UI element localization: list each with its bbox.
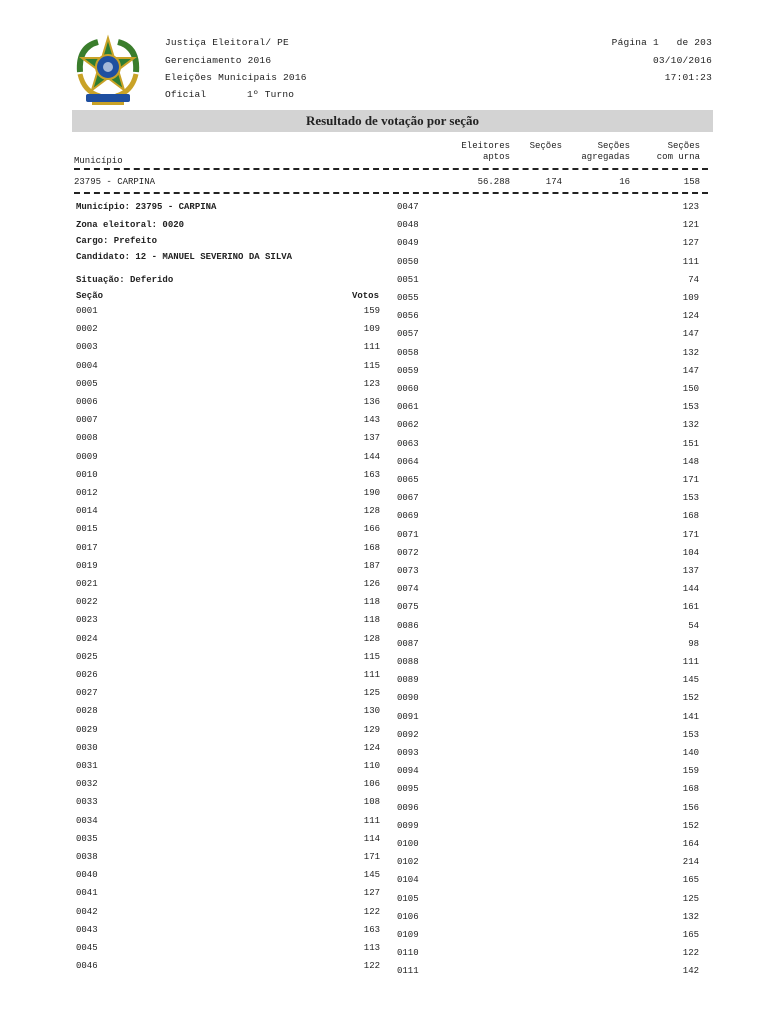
table-row [397, 511, 699, 525]
table-row [76, 706, 380, 720]
summary-municipio: 23795 - CARPINA [74, 177, 156, 187]
section-code: 0091 [397, 711, 419, 722]
section-code: 0092 [397, 729, 419, 740]
section-code: 0006 [76, 397, 98, 407]
vote-count: 153 [682, 729, 699, 740]
table-row [397, 475, 699, 489]
vote-count: 144 [363, 451, 380, 462]
table-row [76, 834, 380, 848]
table-row [76, 506, 380, 520]
section-code: 0055 [397, 293, 419, 303]
section-code: 0109 [397, 930, 419, 940]
table-row [397, 930, 699, 944]
vote-count: 132 [682, 347, 699, 358]
table-row [76, 488, 380, 502]
vote-count: 118 [363, 615, 380, 626]
section-code: 0074 [397, 584, 419, 595]
vote-count: 163 [363, 924, 380, 935]
table-row [397, 311, 699, 325]
vote-count: 136 [363, 397, 380, 407]
section-code: 0041 [76, 888, 98, 899]
table-row [76, 652, 380, 666]
table-row [76, 888, 380, 902]
section-code: 0111 [397, 966, 419, 977]
divider [74, 192, 708, 194]
vote-count: 132 [682, 911, 699, 922]
table-row [76, 597, 380, 611]
section-code: 0038 [76, 852, 98, 862]
section-code: 0035 [76, 833, 98, 844]
vote-count: 143 [363, 415, 380, 426]
table-row [76, 943, 380, 957]
table-row [76, 852, 380, 866]
table-row [76, 433, 380, 447]
table-row [76, 306, 380, 320]
vote-count: 108 [363, 797, 380, 808]
vote-count: 124 [682, 311, 699, 322]
right-table [397, 202, 699, 992]
section-code: 0050 [397, 256, 419, 267]
title-bar [72, 110, 713, 132]
vote-count: 147 [682, 329, 699, 340]
section-code: 0001 [76, 306, 98, 316]
page-number: Página 1 de 203 [611, 37, 712, 48]
table-row [397, 384, 699, 398]
section-code: 0043 [76, 924, 98, 935]
table-row [397, 657, 699, 671]
vote-count: 187 [363, 560, 380, 571]
vote-count: 132 [682, 420, 699, 431]
section-code: 0032 [76, 779, 98, 790]
table-row [397, 966, 699, 980]
table-row [397, 839, 699, 853]
vote-count: 111 [363, 670, 380, 680]
section-code: 0065 [397, 475, 419, 485]
table-row [397, 803, 699, 817]
section-code: 0008 [76, 433, 98, 444]
col-votos-header: Votos [351, 291, 379, 301]
section-code: 0048 [397, 220, 419, 231]
vote-count: 127 [682, 238, 699, 249]
table-row [397, 530, 699, 544]
table-row [397, 329, 699, 343]
left-table [76, 306, 380, 986]
section-code: 0002 [76, 324, 98, 335]
section-code: 0088 [397, 657, 419, 667]
summary-secoes: 174 [545, 177, 562, 187]
vote-count: 159 [682, 766, 699, 777]
col-agregadas [568, 141, 630, 163]
vote-count: 140 [682, 748, 699, 758]
summary-com-urna: 158 [683, 177, 700, 187]
vote-count: 118 [363, 597, 380, 608]
section-code: 0062 [397, 420, 419, 431]
table-row [76, 688, 380, 702]
section-code: 0019 [76, 560, 98, 571]
table-row [76, 579, 380, 593]
table-row [76, 797, 380, 811]
header-line-1: Justiça Eleitoral/ PE [165, 37, 289, 48]
section-code: 0045 [76, 943, 98, 953]
table-row [397, 894, 699, 908]
vote-count: 171 [682, 475, 699, 485]
table-row [397, 748, 699, 762]
section-code: 0003 [76, 342, 98, 353]
col-secoes: Seções [529, 141, 562, 151]
section-code: 0029 [76, 724, 98, 735]
section-code: 0094 [397, 766, 419, 777]
section-code: 0015 [76, 524, 98, 535]
table-row [397, 493, 699, 507]
section-code: 0047 [397, 202, 419, 212]
section-code: 0025 [76, 651, 98, 662]
vote-count: 137 [363, 433, 380, 444]
table-row [397, 675, 699, 689]
vote-count: 171 [682, 529, 699, 540]
vote-count: 111 [363, 342, 380, 353]
col-agregadas-1: Seções [597, 141, 630, 151]
section-code: 0100 [397, 839, 419, 849]
vote-count: 163 [363, 469, 380, 480]
section-code: 0010 [76, 469, 98, 480]
vote-count: 113 [363, 943, 380, 953]
vote-count: 111 [682, 657, 699, 667]
vote-count: 111 [363, 815, 380, 826]
section-code: 0028 [76, 706, 98, 717]
section-code: 0099 [397, 820, 419, 831]
table-row [76, 670, 380, 684]
vote-count: 106 [363, 779, 380, 790]
table-row [76, 907, 380, 921]
col-com-urna [640, 141, 700, 163]
report-time: 17:01:23 [664, 72, 712, 83]
section-code: 0073 [397, 566, 419, 576]
table-row [397, 366, 699, 380]
section-code: 0106 [397, 911, 419, 922]
vote-count: 125 [682, 893, 699, 904]
section-code: 0026 [76, 670, 98, 680]
info-municipio: Município: 23795 - CARPINA [76, 202, 217, 212]
col-secao-header: Seção [76, 291, 104, 301]
vote-count: 122 [363, 906, 380, 917]
vote-count: 126 [363, 579, 380, 589]
vote-count: 98 [688, 638, 699, 649]
table-row [397, 766, 699, 780]
table-row [397, 948, 699, 962]
section-code: 0023 [76, 615, 98, 626]
vote-count: 165 [682, 875, 699, 886]
table-row [76, 324, 380, 338]
vote-count: 124 [363, 742, 380, 753]
table-row [397, 621, 699, 635]
section-code: 0017 [76, 542, 98, 553]
table-row [397, 257, 699, 271]
section-code: 0063 [397, 438, 419, 449]
section-code: 0110 [397, 948, 419, 959]
table-row [397, 875, 699, 889]
info-zona: Zona eleitoral: 0020 [76, 220, 185, 230]
vote-count: 130 [363, 706, 380, 717]
section-code: 0058 [397, 347, 419, 358]
summary-agregadas: 16 [619, 177, 630, 187]
col-com-urna-1: Seções [667, 141, 700, 151]
section-code: 0033 [76, 797, 98, 808]
section-code: 0009 [76, 451, 98, 462]
table-row [76, 361, 380, 375]
vote-count: 123 [682, 202, 699, 212]
divider [74, 168, 708, 170]
section-code: 0051 [397, 274, 419, 285]
vote-count: 150 [682, 384, 699, 394]
table-row [397, 457, 699, 471]
header-line-4-left: Oficial [165, 89, 207, 100]
vote-count: 168 [682, 511, 699, 522]
table-row [76, 470, 380, 484]
table-row [76, 761, 380, 775]
section-code: 0059 [397, 365, 419, 376]
section-code: 0102 [397, 857, 419, 868]
section-code: 0095 [397, 784, 419, 795]
vote-count: 168 [363, 542, 380, 553]
section-code: 0024 [76, 633, 98, 644]
table-row [397, 784, 699, 798]
table-row [76, 342, 380, 356]
section-code: 0021 [76, 579, 98, 589]
vote-count: 153 [682, 402, 699, 413]
info-candidato: Candidato: 12 - MANUEL SEVERINO DA SILVA [76, 252, 293, 262]
vote-count: 145 [363, 870, 380, 881]
header-line-4-right: 1º Turno [247, 89, 295, 100]
table-row [397, 439, 699, 453]
col-agregadas-2: agregadas [581, 152, 630, 162]
section-code: 0086 [397, 620, 419, 631]
table-row [397, 693, 699, 707]
vote-count: 141 [682, 711, 699, 722]
section-code: 0034 [76, 815, 98, 826]
table-row [397, 202, 699, 216]
section-code: 0030 [76, 742, 98, 753]
table-row [76, 925, 380, 939]
section-code: 0056 [397, 311, 419, 322]
vote-count: 125 [363, 688, 380, 699]
table-row [397, 566, 699, 580]
table-row [76, 634, 380, 648]
vote-count: 152 [682, 693, 699, 704]
section-code: 0061 [397, 402, 419, 413]
vote-count: 145 [682, 675, 699, 686]
section-code: 0007 [76, 415, 98, 426]
table-row [397, 602, 699, 616]
table-row [397, 420, 699, 434]
vote-count: 109 [363, 324, 380, 335]
vote-count: 127 [363, 888, 380, 899]
vote-count: 111 [682, 256, 699, 267]
vote-count: 152 [682, 820, 699, 831]
vote-count: 104 [682, 547, 699, 558]
section-code: 0005 [76, 378, 98, 389]
section-code: 0090 [397, 693, 419, 704]
vote-count: 123 [363, 378, 380, 389]
vote-count: 115 [363, 651, 380, 662]
info-situacao: Situação: Deferido [76, 275, 174, 285]
table-row [76, 415, 380, 429]
vote-count: 148 [682, 456, 699, 467]
table-row [397, 821, 699, 835]
section-code: 0075 [397, 602, 419, 613]
vote-count: 109 [682, 293, 699, 303]
table-row [76, 397, 380, 411]
vote-count: 147 [682, 365, 699, 376]
vote-count: 144 [682, 584, 699, 595]
vote-count: 171 [363, 852, 380, 862]
section-code: 0060 [397, 384, 419, 394]
vote-count: 74 [688, 274, 699, 285]
section-code: 0014 [76, 506, 98, 517]
col-com-urna-2: com urna [656, 152, 700, 162]
info-cargo: Cargo: Prefeito [76, 236, 158, 246]
header-line-2: Gerenciamento 2016 [165, 55, 272, 66]
section-code: 0104 [397, 875, 419, 886]
table-row [397, 548, 699, 562]
table-row [397, 857, 699, 871]
page-title: Resultado de votação por seção [305, 113, 480, 128]
vote-count: 165 [682, 930, 699, 940]
section-code: 0071 [397, 529, 419, 540]
section-code: 0064 [397, 456, 419, 467]
table-row [76, 543, 380, 557]
table-row [76, 524, 380, 538]
table-row [397, 220, 699, 234]
header-line-3: Eleições Municipais 2016 [165, 72, 307, 83]
vote-count: 128 [363, 633, 380, 644]
table-row [76, 379, 380, 393]
brazil-coat-of-arms-icon [70, 32, 146, 108]
table-row [76, 961, 380, 975]
table-row [397, 712, 699, 726]
summary-eleitores: 56.288 [477, 177, 510, 187]
col-eleitores [440, 141, 510, 163]
section-code: 0040 [76, 870, 98, 881]
vote-count: 129 [363, 724, 380, 735]
section-code: 0105 [397, 893, 419, 904]
vote-count: 151 [682, 438, 699, 449]
section-code: 0042 [76, 906, 98, 917]
table-row [76, 561, 380, 575]
vote-count: 110 [363, 761, 380, 771]
table-row [397, 348, 699, 362]
section-code: 0027 [76, 688, 98, 699]
table-row [397, 912, 699, 926]
vote-count: 54 [688, 620, 699, 631]
vote-count: 115 [363, 360, 380, 371]
vote-count: 122 [363, 961, 380, 972]
vote-count: 142 [682, 966, 699, 977]
section-code: 0096 [397, 802, 419, 813]
section-code: 0049 [397, 238, 419, 249]
table-row [76, 615, 380, 629]
vote-count: 168 [682, 784, 699, 795]
table-row [397, 584, 699, 598]
vote-count: 122 [682, 948, 699, 959]
section-code: 0057 [397, 329, 419, 340]
table-row [397, 639, 699, 653]
table-row [397, 293, 699, 307]
vote-count: 166 [363, 524, 380, 535]
vote-count: 156 [682, 802, 699, 813]
vote-count: 153 [682, 493, 699, 504]
vote-count: 164 [682, 839, 699, 849]
section-code: 0089 [397, 675, 419, 686]
vote-count: 137 [682, 566, 699, 576]
table-row [76, 452, 380, 466]
section-code: 0031 [76, 761, 98, 771]
table-row [76, 743, 380, 757]
section-code: 0046 [76, 961, 98, 972]
table-row [397, 730, 699, 744]
vote-count: 161 [682, 602, 699, 613]
vote-count: 214 [682, 857, 699, 868]
table-row [397, 238, 699, 252]
table-row [76, 870, 380, 884]
section-code: 0093 [397, 748, 419, 758]
table-row [397, 402, 699, 416]
vote-count: 159 [363, 306, 380, 316]
table-row [76, 779, 380, 793]
vote-count: 114 [363, 833, 380, 844]
vote-count: 128 [363, 506, 380, 517]
col-eleitores-1: Eleitores [461, 141, 510, 151]
section-code: 0087 [397, 638, 419, 649]
section-code: 0067 [397, 493, 419, 504]
vote-count: 190 [363, 488, 380, 498]
vote-count: 121 [682, 220, 699, 231]
section-code: 0072 [397, 547, 419, 558]
section-code: 0004 [76, 360, 98, 371]
report-date: 03/10/2016 [652, 55, 712, 66]
col-municipio: Município [74, 156, 123, 166]
section-code: 0069 [397, 511, 419, 522]
table-row [76, 725, 380, 739]
col-eleitores-2: aptos [482, 152, 510, 162]
section-code: 0022 [76, 597, 98, 608]
table-row [397, 275, 699, 289]
table-row [76, 816, 380, 830]
section-code: 0012 [76, 488, 98, 498]
